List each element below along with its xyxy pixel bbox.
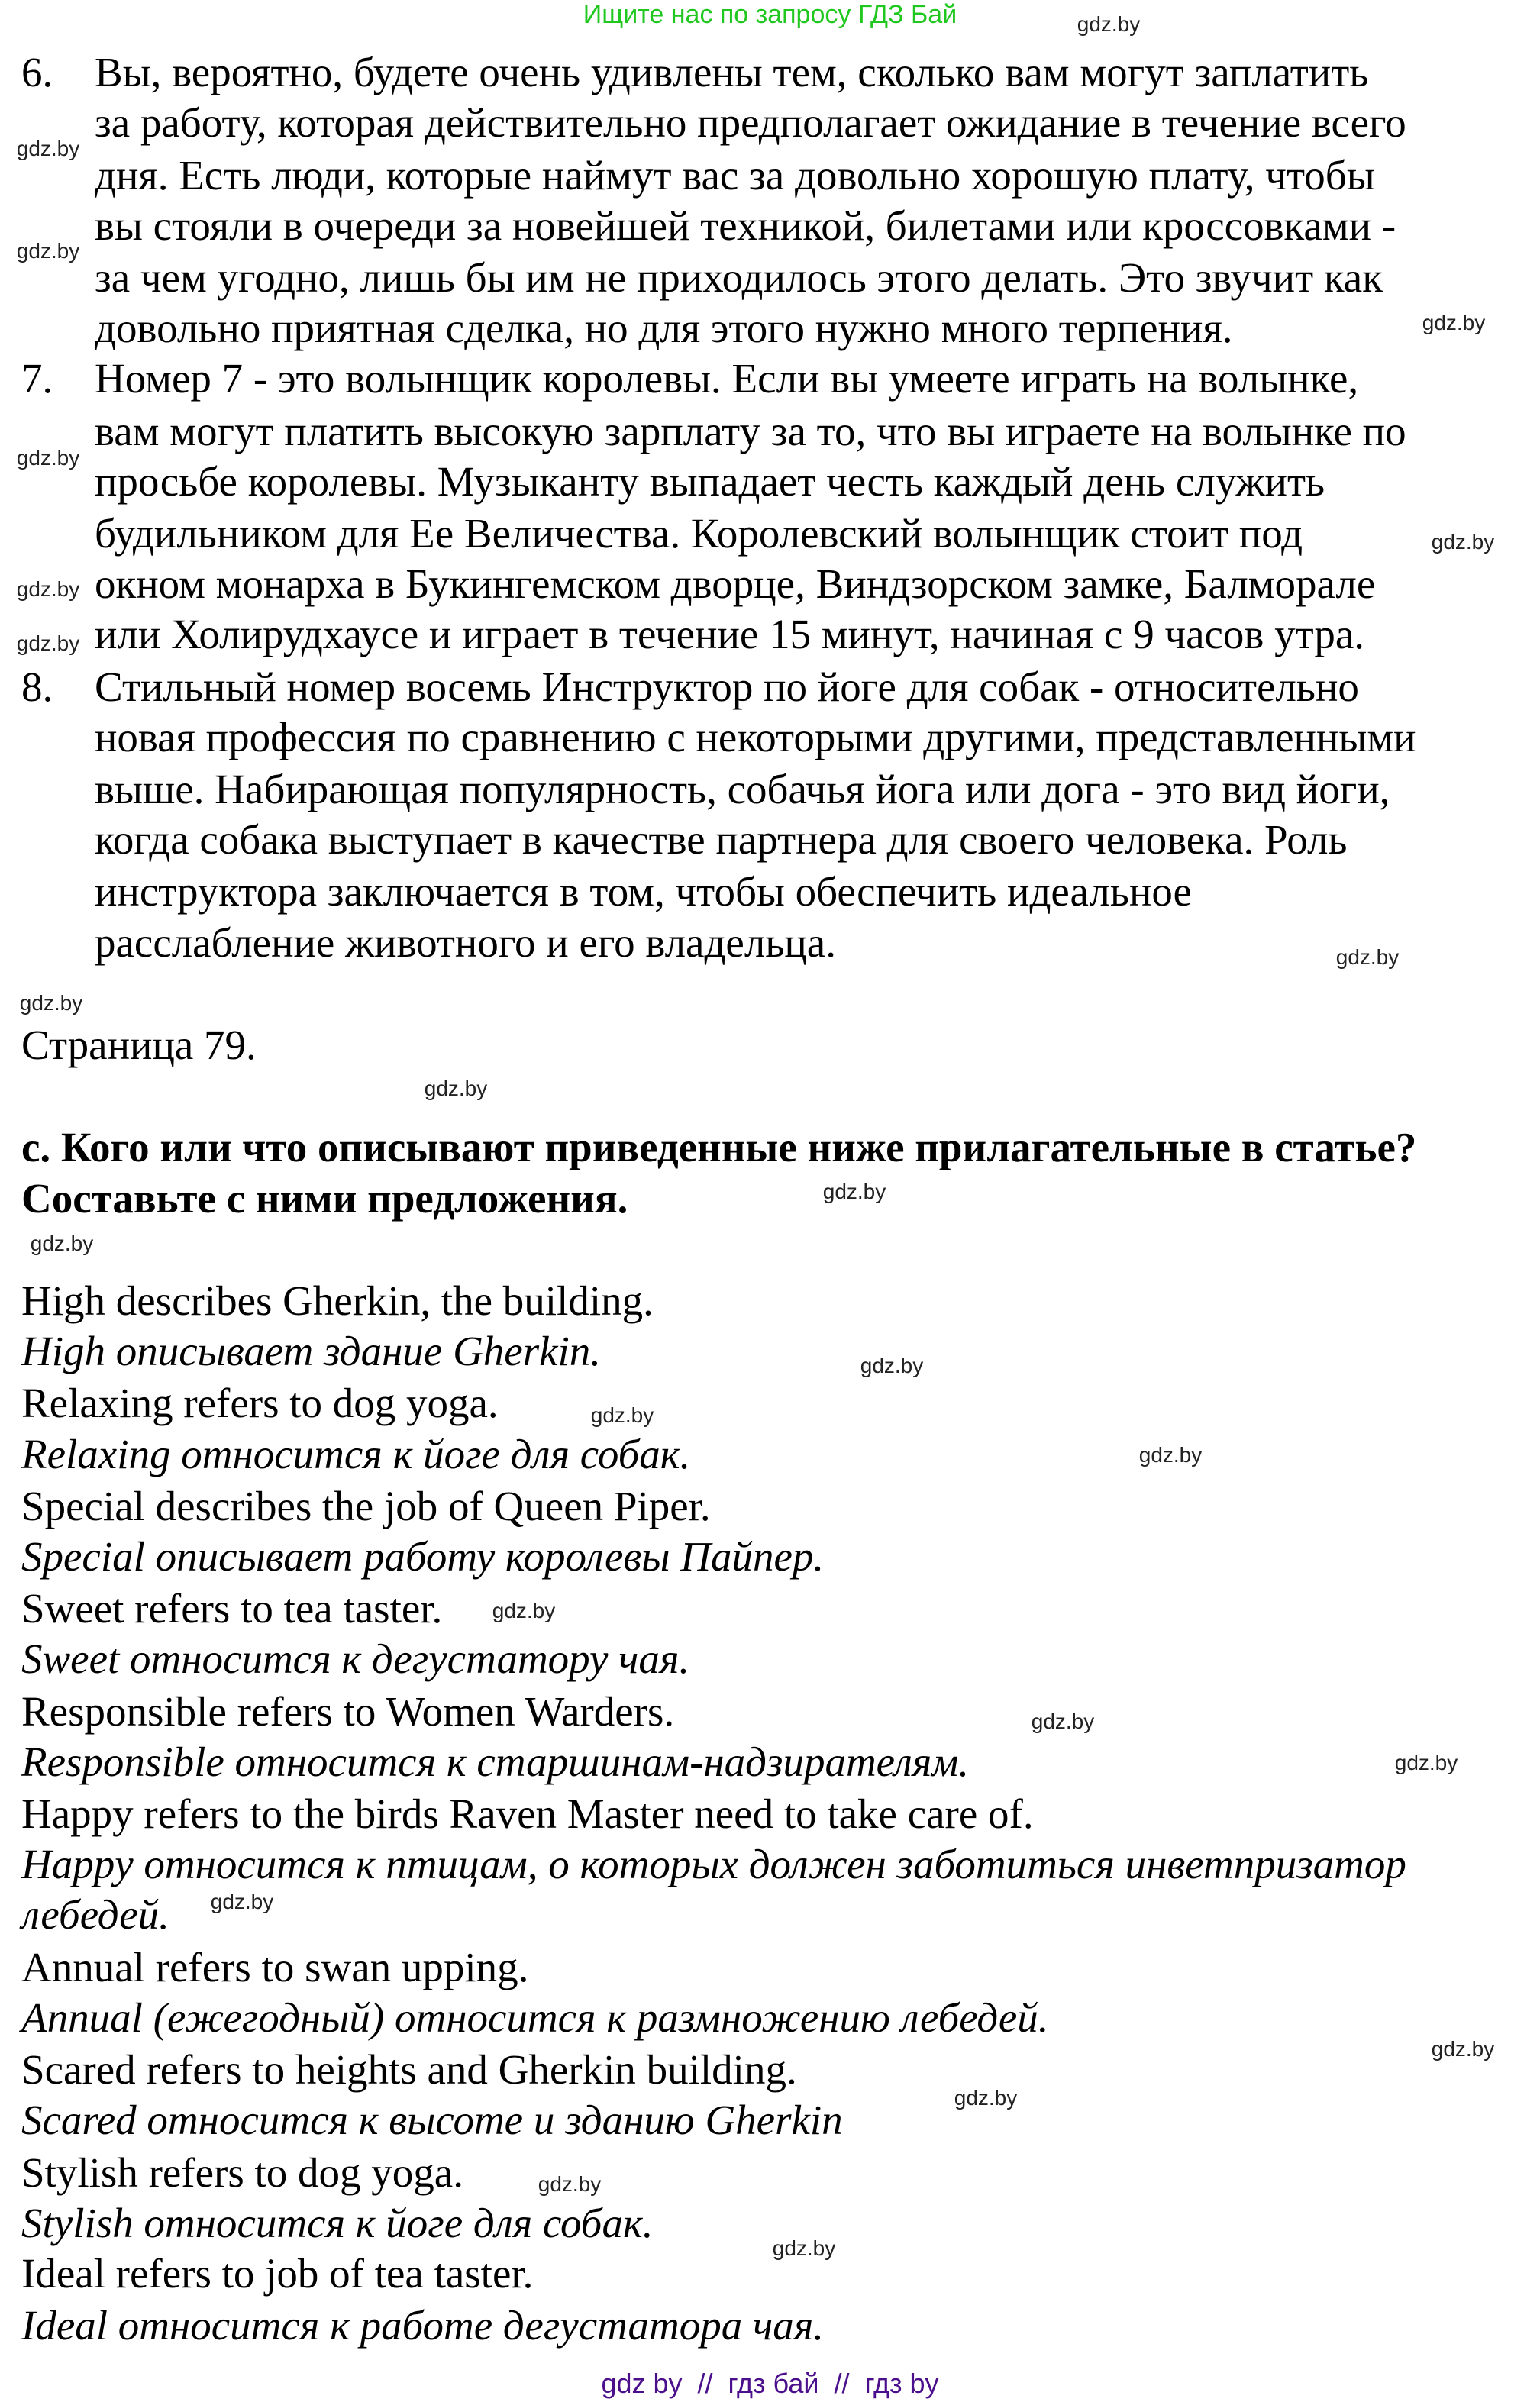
answer-sentence: Scared refers to heights and Gherkin building. — [21, 2046, 797, 2093]
answer-sentence: High describes Gherkin, the building. — [21, 1277, 654, 1324]
watermark: gdz.by — [424, 1077, 488, 1100]
watermark: gdz.by — [538, 2172, 602, 2196]
page-label: Страница 79. — [21, 1022, 257, 1068]
paragraph-line: инструктора заключается в том, чтобы обеспечить идеальное — [95, 868, 1192, 915]
answer-translation: High описывает здание Gherkin. — [21, 1328, 602, 1374]
paragraph-line: вам могут платить высокую зарплату за то, что вы играете на волынке по — [95, 408, 1406, 454]
item-number: 8. — [21, 663, 53, 710]
watermark: gdz.by — [16, 137, 80, 160]
watermark: gdz.by — [19, 991, 83, 1015]
paragraph-line: за чем угодно, лишь бы им не приходилось этого делать. Это звучит как — [95, 254, 1383, 301]
watermark: gdz.by — [822, 1180, 886, 1203]
paragraph-line: довольно приятная сделка, но для этого нужно много терпения. — [95, 305, 1233, 351]
paragraph-line: расслабление животного и его владельца. — [95, 919, 836, 966]
answer-translation: Scared относится к высоте и зданию Gherkin — [21, 2097, 843, 2143]
answer-sentence: Happy refers to the birds Raven Master need to take care of. — [21, 1790, 1034, 1837]
watermark: gdz.by — [1031, 1709, 1095, 1733]
watermark: gdz.by — [1431, 2037, 1495, 2061]
answer-sentence: Ideal refers to job of tea taster. — [21, 2250, 534, 2297]
watermark: gdz.by — [1335, 945, 1400, 969]
answer-sentence: Relaxing refers to dog yoga. — [21, 1380, 499, 1426]
paragraph-line: Вы, вероятно, будете очень удивлены тем, сколько вам могут заплатить — [95, 49, 1369, 95]
paragraph-line: дня. Есть люди, которые наймут вас за довольно хорошую плату, чтобы — [95, 152, 1375, 199]
answer-translation: лебедей. — [21, 1891, 169, 1938]
paragraph-line: Стильный номер восемь Инструктор по йоге для собак - относительно — [95, 663, 1359, 710]
watermark: gdz.by — [1422, 311, 1486, 334]
watermark: gdz.by — [16, 239, 80, 263]
watermark: gdz.by — [492, 1599, 556, 1622]
item-number: 6. — [21, 49, 53, 95]
paragraph-line: будильником для Ее Величества. Королевский волынщик стоит под — [95, 510, 1303, 557]
answer-sentence: Responsible refers to Women Warders. — [21, 1688, 675, 1735]
answer-translation: Special описывает работу королевы Пайпер. — [21, 1533, 825, 1580]
answer-translation: Happy относится к птицам, о которых должен заботиться инветпризатор — [21, 1841, 1406, 1887]
paragraph-line: окном монарха в Букингемском дворце, Виндзорском замке, Балморале — [95, 560, 1376, 607]
paragraph-line: за работу, которая действительно предполагает ожидание в течение всего — [95, 99, 1406, 146]
footer-links[interactable]: gdz by // гдз бай // гдз by — [601, 2368, 939, 2399]
paragraph-line: Номер 7 - это волынщик королевы. Если вы умеете играть на волынке, — [95, 355, 1359, 402]
answer-sentence: Special describes the job of Queen Piper. — [21, 1483, 711, 1529]
answer-translation: Relaxing относится к йоге для собак. — [21, 1431, 691, 1477]
paragraph-line: когда собака выступает в качестве партнера для своего человека. Роль — [95, 816, 1348, 863]
answer-sentence: Annual refers to swan upping. — [21, 1944, 529, 1990]
paragraph-line: новая профессия по сравнению с некоторыми другими, представленными — [95, 714, 1416, 760]
watermark: gdz.by — [1077, 12, 1141, 36]
answer-translation: Annual (ежегодный) относится к размножению лебедей. — [21, 1994, 1049, 2041]
watermark: gdz.by — [1138, 1443, 1203, 1467]
watermark: gdz.by — [16, 577, 80, 601]
item-number: 7. — [21, 355, 53, 402]
watermark: gdz.by — [772, 2236, 836, 2260]
paragraph-line: выше. Набирающая популярность, собачья йога или дога - это вид йоги, — [95, 766, 1390, 812]
answer-sentence: Stylish refers to dog yoga. — [21, 2149, 463, 2196]
watermark: gdz.by — [1394, 1751, 1458, 1774]
watermark: gdz.by — [954, 2086, 1018, 2110]
answer-translation: Sweet относится к дегустатору чая. — [21, 1635, 690, 1682]
paragraph-line: просьбе королевы. Музыканту выпадает честь каждый день служить — [95, 458, 1325, 505]
answer-translation: Responsible относится к старшинам-надзирателям. — [21, 1739, 970, 1785]
paragraph-line: или Холирудхаусе и играет в течение 15 минут, начиная с 9 часов утра. — [95, 611, 1365, 657]
watermark: gdz.by — [1431, 530, 1495, 554]
answer-sentence: Sweet refers to tea taster. — [21, 1585, 443, 1632]
task-heading: c. Кого или что описывают приведенные ниже прилагательные в статье? — [21, 1124, 1417, 1170]
watermark: gdz.by — [210, 1890, 274, 1913]
watermark: gdz.by — [16, 631, 80, 655]
watermark: gdz.by — [16, 446, 80, 470]
answer-translation: Stylish относится к йоге для собак. — [21, 2200, 654, 2246]
watermark: gdz.by — [590, 1403, 654, 1427]
paragraph-line: вы стояли в очереди за новейшей техникой, билетами или кроссовками - — [95, 202, 1396, 249]
search-hint-banner[interactable]: Ищите нас по запросу ГДЗ Бай — [583, 0, 957, 29]
watermark: gdz.by — [860, 1354, 924, 1377]
answer-translation: Ideal относится к работе дегустатора чая. — [21, 2302, 825, 2349]
task-heading: Составьте с ними предложения. — [21, 1175, 628, 1222]
watermark: gdz.by — [30, 1232, 94, 1255]
